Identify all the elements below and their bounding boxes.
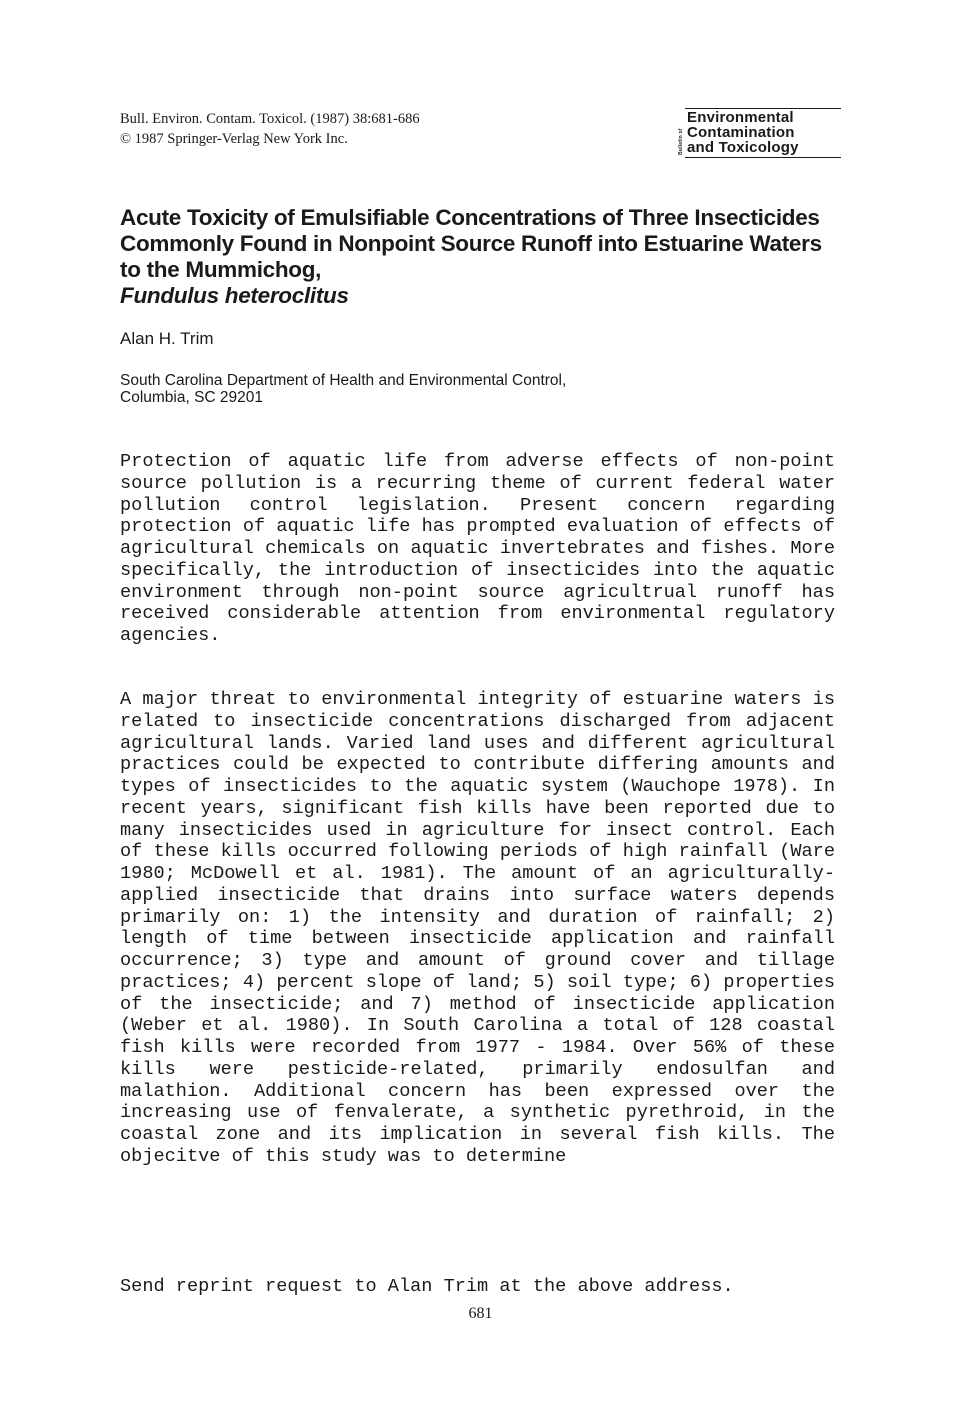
affiliation-line-1: South Carolina Department of Health and Environmental Control,: [120, 372, 567, 389]
reprint-footnote: Send reprint request to Alan Trim at the above address.: [120, 1276, 734, 1297]
logo-bottom-rule: [685, 157, 841, 158]
body-paragraph: A major threat to environmental integrity of estuarine waters is related to insecticide concentrations discharged from adjacent agricultural lands. Varied land uses and different agricultural practices could be expected to contribute differing amounts and types of insecticides to the aquatic system (Wauchope 1978). In recent years, significant fish kills have been reported due to many insecticides used in agriculture for insect control. Each of these kills occurred following periods of high rainfall (Ware 1980; McDowell et al. 1981). The amount of an agriculturally-applied insecticide that drains into surface waters depends primarily on: 1) the intensity and duration of rainfall; 2) length of time between insecticide application and rainfall occurrence; 3) type and amount of ground cover and tillage practices; 4) percent slope of land; 5) soil type; 6) properties of the insecticide; and 7) method of insecticide application (Weber et al. 1980). In South Carolina a total of 128 coastal fish kills were recorded from 1977 - 1984. Over 56% of these kills were pesticide-related, primarily endosulfan and malathion. Additional concern has been expressed over the increasing use of fenvalerate, a synthetic pyrethroid, in the coastal zone and its implication in several fish kills. The objecitve of this study was to determine: [120, 689, 835, 1167]
affiliation-line-2: Columbia, SC 29201: [120, 389, 264, 406]
logo-side-text: Bulletin of: [678, 128, 684, 155]
citation-header: [120, 109, 420, 149]
copyright-line: © 1987 Springer-Verlag New York Inc.: [120, 131, 348, 147]
journal-logo: [679, 108, 841, 158]
affiliation: [120, 372, 566, 406]
body-paragraph: Protection of aquatic life from adverse effects of non-point source pollution is a recurring theme of current federal water pollution control legislation. Present concern regarding protection of aquatic life has prompted evaluation of effects of agricultural chemicals on aquatic invertebrates and fishes. More specifically, the introduction of insecticides into the aquatic environment through non-point source agricultrual runoff has received considerable attention from environmental regulatory agencies.: [120, 451, 835, 646]
page-number: 681: [468, 1305, 493, 1322]
article-title: [120, 205, 840, 309]
title-species: Fundulus heteroclitus: [120, 283, 349, 308]
logo-line-toxicology: and Toxicology: [687, 139, 799, 156]
logo-line-contamination: Contamination: [687, 124, 795, 141]
logo-line-environmental: Environmental: [687, 109, 794, 126]
author-name: Alan H. Trim: [120, 329, 214, 348]
title-main: Acute Toxicity of Emulsifiable Concentrations of Three Insecticides Commonly Found in Nonpoint Source Runoff into Estuarine Waters to the Mummichog,: [120, 205, 822, 282]
citation-line: Bull. Environ. Contam. Toxicol. (1987) 38:681-686: [120, 111, 420, 127]
